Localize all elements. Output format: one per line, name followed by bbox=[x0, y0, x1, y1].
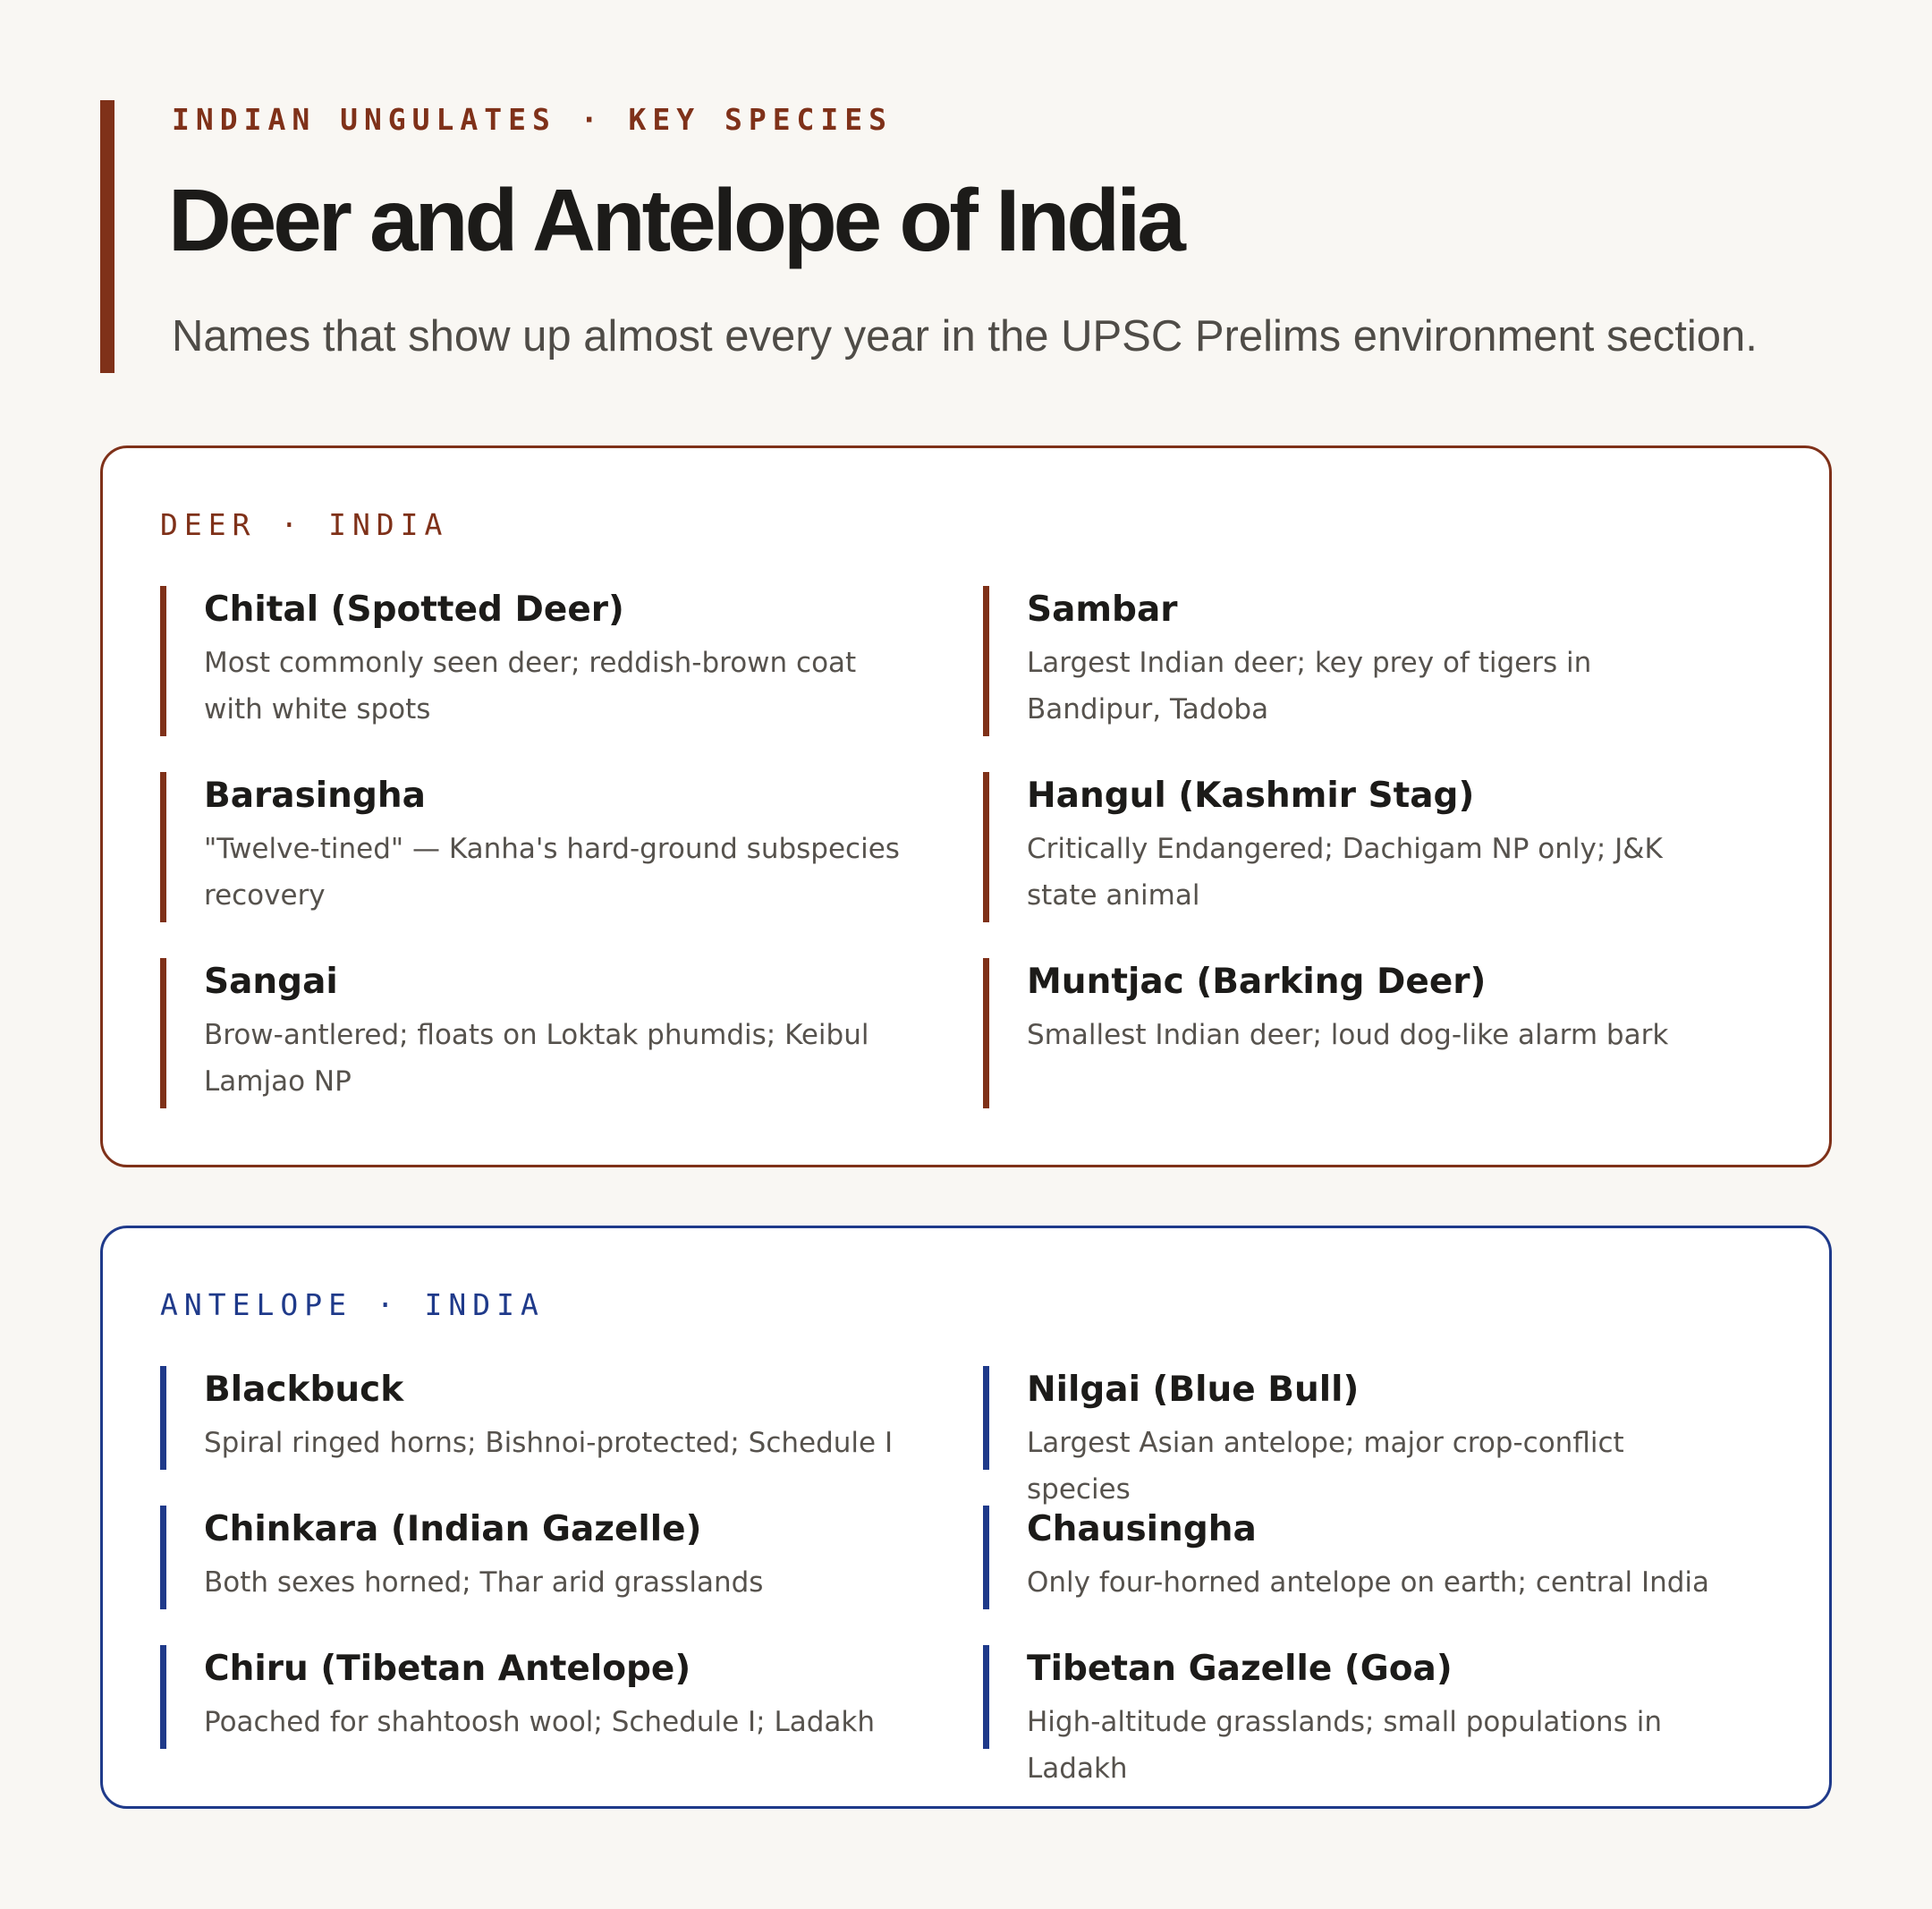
antelope-card-label: ANTELOPE · INDIA bbox=[160, 1287, 545, 1322]
species-description: Most commonly seen deer; reddish-brown coat with white spots bbox=[204, 647, 857, 725]
deer-item-hangul bbox=[983, 772, 1734, 922]
species-description: "Twelve-tined" — Kanha's hard-ground subspecies recovery bbox=[204, 833, 900, 912]
species-name: Muntjac (Barking Deer) bbox=[1027, 962, 1487, 1002]
antelope-item-tibetan-gazelle bbox=[983, 1645, 1734, 1785]
deer-card-label: DEER · INDIA bbox=[160, 507, 449, 542]
species-name: Chiru (Tibetan Antelope) bbox=[204, 1649, 691, 1689]
species-description: Poached for shahtoosh wool; Schedule I; Ladakh bbox=[204, 1706, 875, 1738]
deer-item-sambar bbox=[983, 586, 1734, 736]
species-description: Brow-antlered; floats on Loktak phumdis; Keibul Lamjao NP bbox=[204, 1019, 869, 1098]
deer-item-barasingha bbox=[160, 772, 911, 922]
species-description: Only four-horned antelope on earth; central India bbox=[1027, 1566, 1710, 1599]
species-name: Hangul (Kashmir Stag) bbox=[1027, 776, 1475, 816]
species-description: Largest Indian deer; key prey of tigers in Bandipur, Tadoba bbox=[1027, 647, 1592, 725]
deer-item-muntjac bbox=[983, 958, 1734, 1108]
species-name: Chital (Spotted Deer) bbox=[204, 590, 624, 630]
antelope-item-chinkara bbox=[160, 1506, 911, 1609]
antelope-card bbox=[100, 1226, 1832, 1809]
antelope-item-blackbuck bbox=[160, 1366, 911, 1470]
antelope-item-chausingha bbox=[983, 1506, 1734, 1609]
species-name: Blackbuck bbox=[204, 1370, 404, 1410]
species-name: Sambar bbox=[1027, 590, 1178, 630]
page-title: Deer and Antelope of India bbox=[168, 171, 1182, 269]
species-description: Critically Endangered; Dachigam NP only; J&K state animal bbox=[1027, 833, 1663, 912]
species-description: Largest Asian antelope; major crop-conflict species bbox=[1027, 1427, 1624, 1506]
antelope-item-chiru bbox=[160, 1645, 911, 1749]
species-name: Nilgai (Blue Bull) bbox=[1027, 1370, 1360, 1410]
species-name: Chausingha bbox=[1027, 1509, 1257, 1549]
deer-item-sangai bbox=[160, 958, 911, 1108]
deer-item-chital bbox=[160, 586, 911, 736]
page-header bbox=[100, 100, 1844, 373]
page-subtitle: Names that show up almost every year in the UPSC Prelims environment section. bbox=[172, 312, 1758, 361]
species-description: High-altitude grasslands; small populations in Ladakh bbox=[1027, 1706, 1662, 1785]
deer-card bbox=[100, 445, 1832, 1167]
species-name: Tibetan Gazelle (Goa) bbox=[1027, 1649, 1453, 1689]
species-description: Spiral ringed horns; Bishnoi-protected; Schedule I bbox=[204, 1427, 894, 1459]
species-description: Both sexes horned; Thar arid grasslands bbox=[204, 1566, 764, 1599]
species-description: Smallest Indian deer; loud dog-like alarm bark bbox=[1027, 1019, 1669, 1051]
species-name: Barasingha bbox=[204, 776, 426, 816]
species-name: Sangai bbox=[204, 962, 338, 1002]
species-name: Chinkara (Indian Gazelle) bbox=[204, 1509, 702, 1549]
eyebrow-label: INDIAN UNGULATES · KEY SPECIES bbox=[172, 102, 894, 137]
antelope-item-nilgai bbox=[983, 1366, 1734, 1506]
